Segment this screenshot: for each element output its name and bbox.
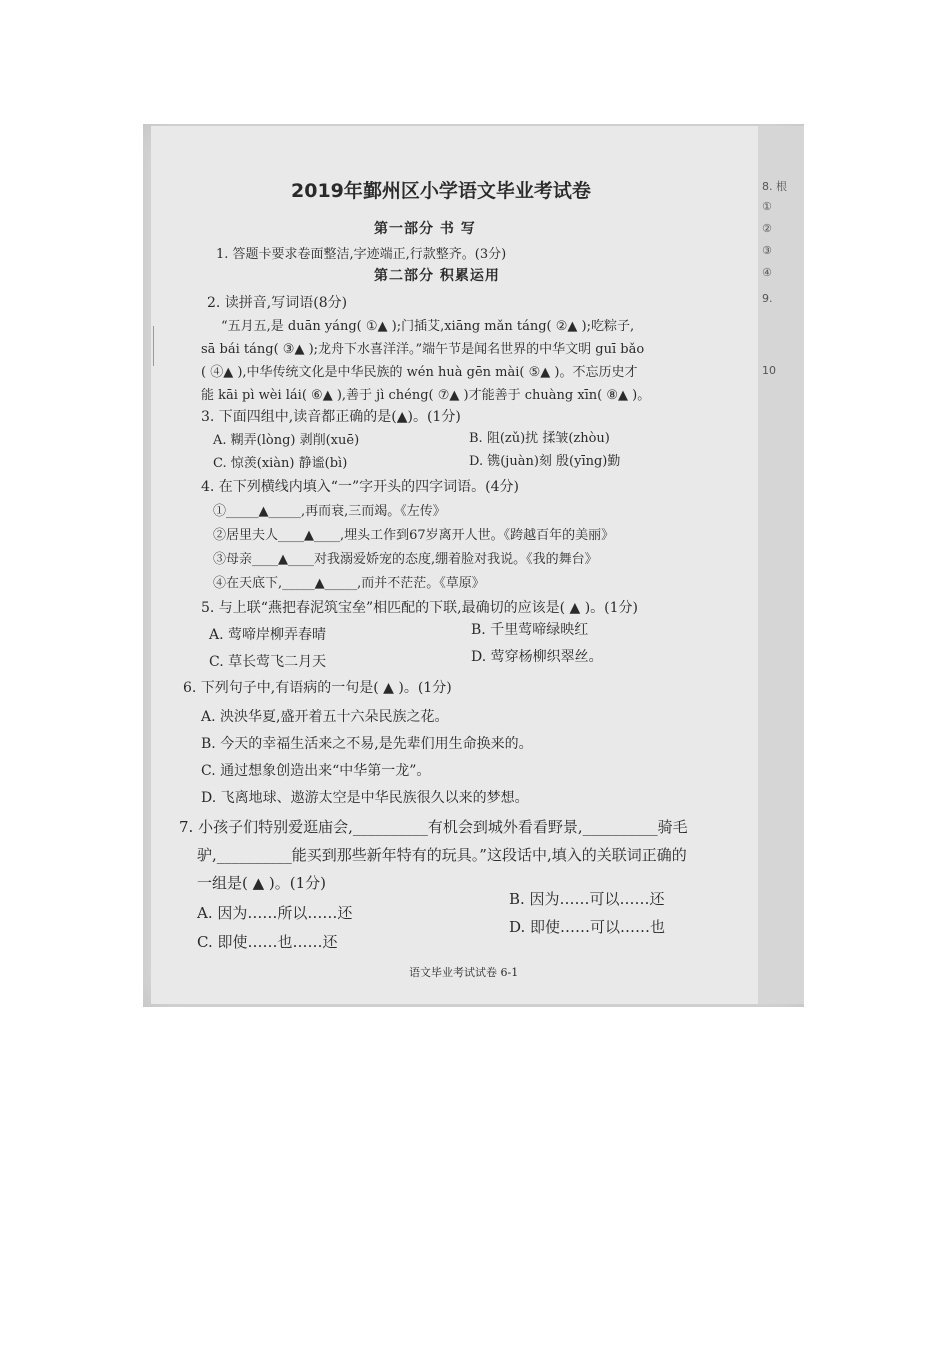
question-6-option-c: C. 通过想象创造出来“中华第一龙”。 <box>201 763 431 779</box>
question-5-option-a: A. 莺啼岸柳弄春晴 <box>209 627 327 643</box>
question-2-stem: 2. 读拼音,写词语(8分) <box>207 295 348 311</box>
question-7-option-c: C. 即使……也……还 <box>197 933 338 951</box>
question-6-option-d: D. 飞离地球、遨游太空是中华民族很久以来的梦想。 <box>201 790 529 806</box>
next-page-q8: 8. 根 <box>762 180 787 193</box>
photographed-exam-page <box>143 124 804 1007</box>
question-4-item-2: ②居里夫人____▲____,埋头工作到67岁离开人世。《跨越百年的美丽》 <box>213 528 615 543</box>
exam-sheet <box>151 126 769 1004</box>
question-3-option-b: B. 阻(zǔ)扰 揉皱(zhòu) <box>469 431 610 446</box>
question-3-stem: 3. 下面四组中,读音都正确的是(▲)。(1分) <box>201 409 461 425</box>
question-7-line-3: 一组是( ▲ )。(1分) <box>197 874 327 892</box>
question-7-line-2: 驴,__________能买到那些新年特有的玩具。”这段话中,填入的关联词正确的 <box>197 846 687 864</box>
question-7-option-a: A. 因为……所以……还 <box>197 904 353 922</box>
next-page-c3: ③ <box>762 244 772 257</box>
question-3-option-c: C. 惊羡(xiàn) 静谧(bì) <box>213 456 348 471</box>
question-6-option-b: B. 今天的幸福生活来之不易,是先辈们用生命换来的。 <box>201 736 533 752</box>
next-page-c4: ④ <box>762 266 772 279</box>
binding-margin-mark <box>153 326 162 366</box>
question-1: 1. 答题卡要求卷面整洁,字迹端正,行款整齐。(3分) <box>216 247 507 262</box>
question-6-option-a: A. 泱泱华夏,盛开着五十六朵民族之花。 <box>201 709 449 725</box>
question-3-option-a: A. 糊弄(lòng) 剥削(xuē) <box>213 433 360 448</box>
part2-heading: 第二部分 积累运用 <box>374 268 500 284</box>
question-2-line-4: 能 kāi pì wèi lái( ⑥▲ ),善于 jì chéng( ⑦▲ )才能善于 chuàng xīn( ⑧▲ )。 <box>201 388 651 403</box>
question-6-stem: 6. 下列句子中,有语病的一句是( ▲ )。(1分) <box>183 680 452 696</box>
exam-title: 2019年鄞州区小学语文毕业考试卷 <box>291 180 591 202</box>
question-4-item-3: ③母亲____▲____对我溺爱娇宠的态度,绷着脸对我说。《我的舞台》 <box>213 552 598 567</box>
question-3-option-d: D. 镌(juàn)刻 殷(yīng)勤 <box>469 454 621 469</box>
question-4-stem: 4. 在下列横线内填入“一”字开头的四字词语。(4分) <box>201 479 519 495</box>
next-page-c1: ① <box>762 200 772 213</box>
question-5-option-d: D. 莺穿杨柳织翠丝。 <box>471 649 603 665</box>
question-7-option-d: D. 即使……可以……也 <box>509 918 666 936</box>
next-page-edge <box>758 126 804 1004</box>
question-2-line-3: ( ④▲ ),中华传统文化是中华民族的 wén huà gēn mài( ⑤▲ )。不忘历史才 <box>201 365 638 380</box>
question-4-item-1: ①_____▲_____,再而衰,三而竭。《左传》 <box>213 504 446 519</box>
next-page-c2: ② <box>762 222 772 235</box>
question-4-item-4: ④在天底下,_____▲_____,而并不茫茫。《草原》 <box>213 576 485 591</box>
next-page-q9: 9. <box>762 292 773 305</box>
question-7-line-1: 7. 小孩子们特别爱逛庙会,__________有机会到城外看看野景,__________骑毛 <box>179 818 688 836</box>
question-2-line-2: sā bái táng( ③▲ );龙舟下水喜洋洋。”端午节是闻名世界的中华文明 guī bǎo <box>201 342 645 357</box>
question-5-option-c: C. 草长莺飞二月天 <box>209 654 327 670</box>
question-5-stem: 5. 与上联“燕把春泥筑宝垒”相匹配的下联,最确切的应该是( ▲ )。(1分) <box>201 600 638 616</box>
next-page-q10: 10 <box>762 364 776 377</box>
question-5-option-b: B. 千里莺啼绿映红 <box>471 622 589 638</box>
question-2-line-1: “五月五,是 duān yáng( ①▲ );门插艾,xiāng mǎn táng( ②▲ );吃粽子, <box>221 319 635 334</box>
part1-heading: 第一部分 书 写 <box>374 221 476 237</box>
page-footer: 语文毕业考试试卷 6-1 <box>409 966 519 979</box>
question-7-option-b: B. 因为……可以……还 <box>509 890 665 908</box>
